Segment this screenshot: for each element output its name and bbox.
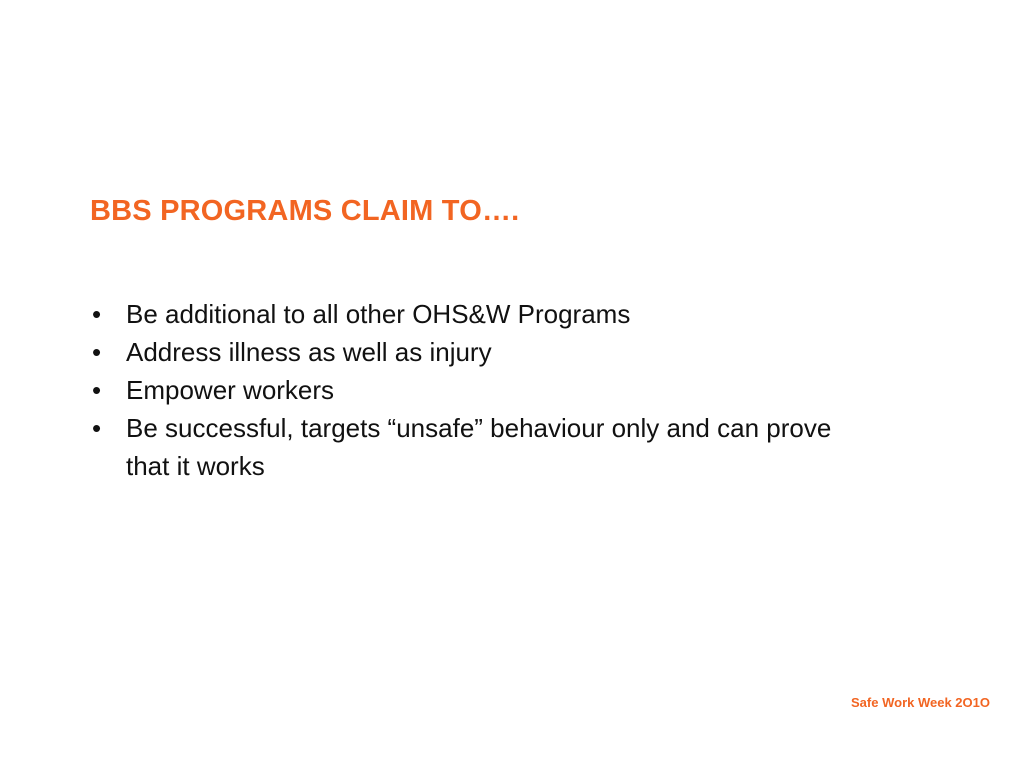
list-item bbox=[90, 409, 846, 485]
bullet-text: Be successful, targets “unsafe” behaviour only and can prove that it works bbox=[126, 413, 832, 481]
bullet-icon: • bbox=[92, 413, 102, 443]
bullet-icon: • bbox=[92, 375, 102, 405]
bullet-icon: • bbox=[92, 299, 102, 329]
footer-label: Safe Work Week 2O1O bbox=[851, 695, 990, 710]
list-item bbox=[90, 295, 846, 333]
list-item bbox=[90, 333, 846, 371]
bullet-icon: • bbox=[92, 337, 102, 367]
list-item bbox=[90, 371, 846, 409]
bullet-text: Be additional to all other OHS&W Programs bbox=[126, 299, 631, 329]
bullet-list bbox=[90, 295, 846, 485]
slide-title: BBS PROGRAMS CLAIM TO…. bbox=[90, 195, 520, 227]
bullet-text: Address illness as well as injury bbox=[126, 337, 492, 367]
bullet-text: Empower workers bbox=[126, 375, 335, 405]
